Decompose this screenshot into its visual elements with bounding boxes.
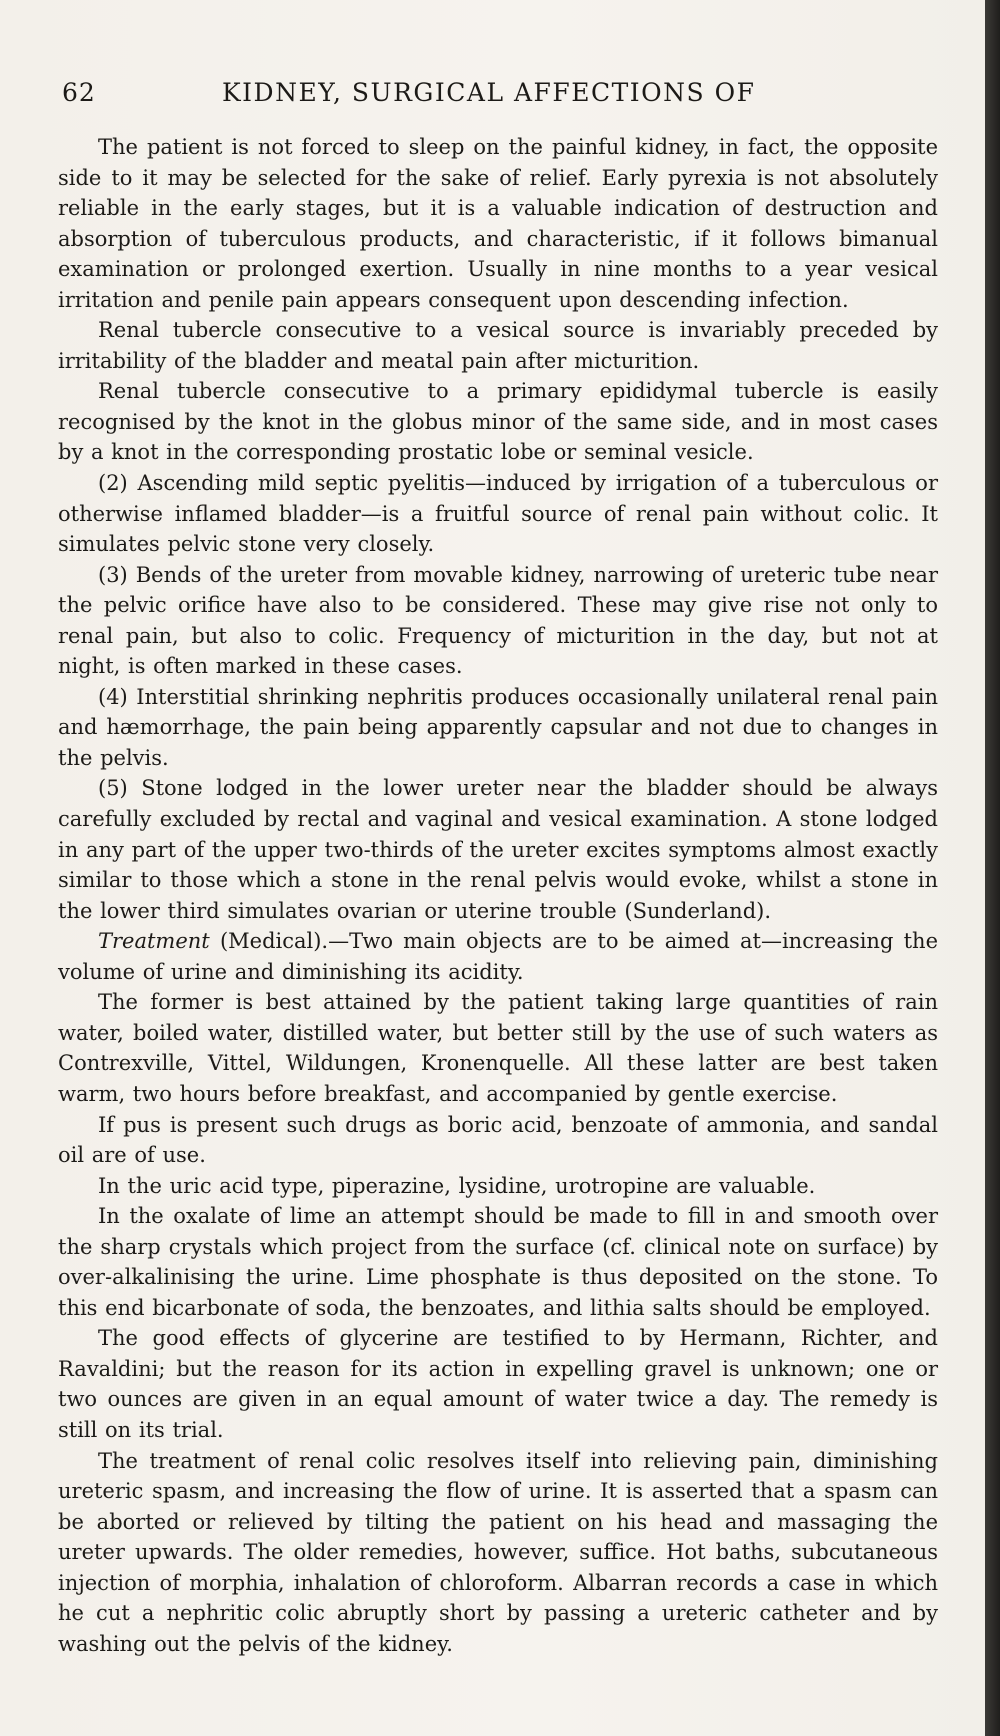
paragraph-pus-present: If pus is present such drugs as boric acid, benzoate of ammonia, and sandal oil are of use. bbox=[58, 1112, 938, 1168]
paragraph-renal-tubercle-epididymal: Renal tubercle consecutive to a primary epididymal tubercle is easily recognised by the knot in the globus minor of the same side, and in most cases by a knot in the corresponding prostatic lobe or seminal vesicle. bbox=[58, 379, 938, 465]
page-header bbox=[62, 78, 942, 118]
paragraph-treatment-medical bbox=[58, 926, 938, 987]
page-binding-edge bbox=[985, 0, 1000, 1736]
body-text bbox=[58, 132, 938, 1659]
running-title: KIDNEY, SURGICAL AFFECTIONS OF bbox=[222, 78, 756, 107]
paragraph-oxalate-of-lime: In the oxalate of lime an attempt should be made to fill in and smooth over the sharp crystals which project from the surface (cf. clinical note on surface) by over-alkalinising the urine. Lime phosphate is thus deposited on the stone. To this end bicarbonate of soda, the benzoates, and lithia salts should be employed. bbox=[58, 1204, 938, 1320]
paragraph-renal-colic: The treatment of renal colic resolves itself into relieving pain, diminishing ureteric spasm, and increasing the flow of urine. It is asserted that a spasm can be aborted or relieved by tilting the patient on his head and massaging the ureter upwards. The older remedies, however, suffice. Hot baths, subcutaneous injection of morphia, inhalation of chloroform. Albarran records a case in which he cut a nephritic colic abruptly short by passing a ureteric catheter and by washing out the pelvis of the kidney. bbox=[58, 1448, 938, 1656]
paragraph-patient-sleep: The patient is not forced to sleep on the painful kidney, in fact, the opposite side to it may be selected for the sake of relief. Early pyrexia is not absolutely reliable in the early stages, but it is a valuable indication of destruction and absorption of tuberculous products, and characteristic, if it follows bimanual examination or prolonged exertion. Usually in nine months to a year vesical irritation and penile pain appears consequent upon descending infection. bbox=[58, 135, 938, 312]
paragraph-former-attained: The former is best attained by the patient taking large quantities of rain water, boiled water, distilled water, but better still by the use of such waters as Contrexville, Vittel, Wildungen, Kronenquelle. All these latter are best taken warm, two hours before breakfast, and accompanied by gentle exercise. bbox=[58, 990, 938, 1106]
paragraph-bends-of-ureter: (3) Bends of the ureter from movable kidney, narrowing of ureteric tube near the pelvic orifice have also to be considered. These may give rise not only to renal pain, but also to colic. Frequency of micturition in the day, but not at night, is often marked in these cases. bbox=[58, 562, 938, 679]
paragraph-renal-tubercle-vesical: Renal tubercle consecutive to a vesical source is invariably preceded by irritability of the bladder and meatal pain after micturition. bbox=[58, 318, 938, 373]
paragraph-stone-lodged: (5) Stone lodged in the lower ureter near the bladder should be always carefully excluded by rectal and vaginal and vesical examination. A stone lodged in any part of the upper two-thirds of the ureter excites symptoms almost exactly similar to those which a stone in the renal pelvis would evoke, whilst a stone in the lower third simulates ovarian or uterine trouble (Sunderland). bbox=[58, 776, 938, 923]
treatment-text: (Medical).—Two main objects are to be aimed at—increasing the volume of urine and diminishing its acidity. bbox=[58, 929, 938, 984]
paragraph-uric-acid: In the uric acid type, piperazine, lysidine, urotropine are valuable. bbox=[98, 1173, 816, 1198]
treatment-heading: Treatment bbox=[98, 929, 210, 954]
page-number: 62 bbox=[62, 78, 96, 107]
paragraph-glycerine: The good effects of glycerine are testified to by Hermann, Richter, and Ravaldini; but the reason for its action in expelling gravel is unknown; one or two ounces are given in an equal amount of water twice a day. The remedy is still on its trial. bbox=[58, 1326, 938, 1442]
paragraph-ascending-pyelitis: (2) Ascending mild septic pyelitis—induced by irrigation of a tuberculous or otherwise inflamed bladder—is a fruitful source of renal pain without colic. It simulates pelvic stone very closely. bbox=[58, 471, 938, 557]
paragraph-interstitial-nephritis: (4) Interstitial shrinking nephritis produces occasionally unilateral renal pain and hæmorrhage, the pain being apparently capsular and not due to changes in the pelvis. bbox=[58, 684, 938, 770]
